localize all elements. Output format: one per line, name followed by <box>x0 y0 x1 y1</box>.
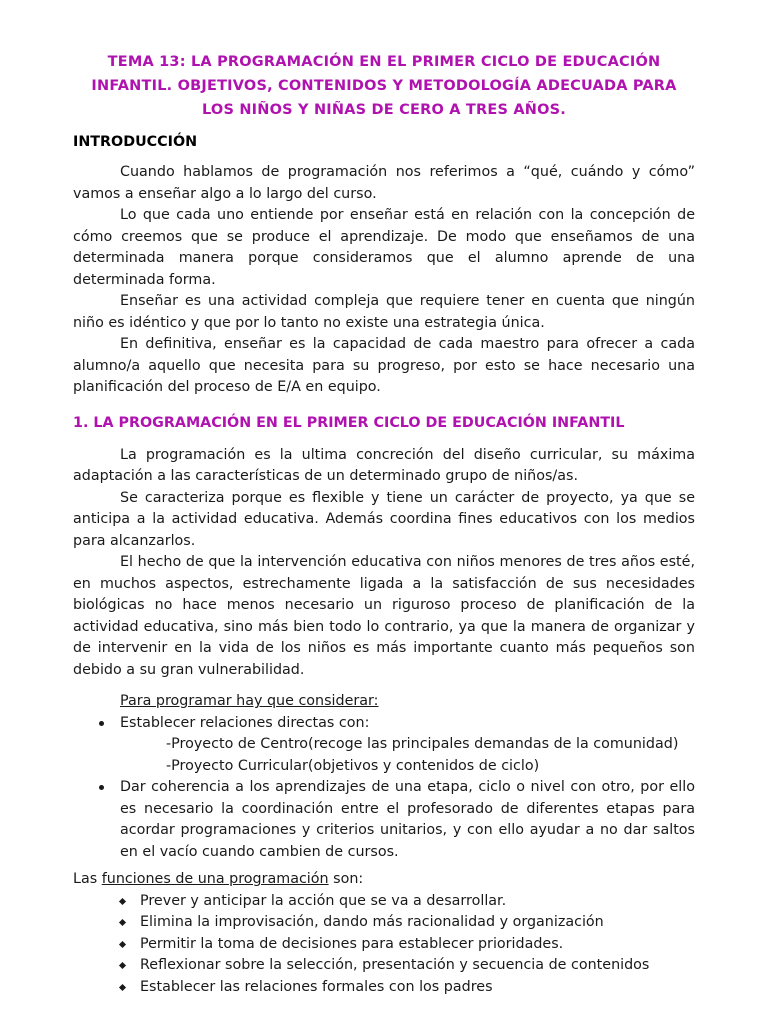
list-item <box>73 713 695 778</box>
list-item: Permitir la toma de decisiones para establecer prioridades. <box>73 934 695 956</box>
section-1-heading: 1. LA PROGRAMACIÓN EN EL PRIMER CICLO DE EDUCACIÓN INFANTIL <box>73 414 625 431</box>
intro-paragraph: En definitiva, enseñar es la capacidad de cada maestro para ofrecer a cada alumno/a aquello que necesita para su progreso, por esto se hace necesario una planificación del proceso de E/A en equipo. <box>73 336 695 395</box>
intro-heading: INTRODUCCIÓN <box>73 134 198 150</box>
section-1-body <box>73 445 695 682</box>
functions-intro <box>73 869 695 891</box>
intro-body <box>73 162 695 399</box>
functions-underlined: funciones de una programación <box>101 871 329 887</box>
title-line-2: INFANTIL. OBJETIVOS, CONTENIDOS Y METODOLOGÍA ADECUADA PARA <box>91 78 677 94</box>
intro-paragraph: Cuando hablamos de programación nos referimos a “qué, cuándo y cómo” vamos a enseñar algo a lo largo del curso. <box>73 164 695 202</box>
title-line-3: LOS NIÑOS Y NIÑAS DE CERO A TRES AÑOS. <box>202 102 566 118</box>
list-item: Dar coherencia a los aprendizajes de una etapa, ciclo o nivel con otro, por ello es necesario la coordinación entre el profesorado de diferentes etapas para acordar programaciones y criterios unitarios, y con ello ayudar a no dar saltos en el vacío cuando cambien de cursos. <box>73 777 695 863</box>
document-title <box>63 50 705 122</box>
functions-suffix: son: <box>328 871 364 887</box>
sub-item: -Proyecto de Centro(recoge las principales demandas de la comunidad) <box>166 736 679 752</box>
intro-paragraph: Lo que cada uno entiende por enseñar está en relación con la concepción de cómo creemos que se produce el aprendizaje. De modo que enseñamos de una determinada manera porque consideramos que el alumno aprende de una determinada forma. <box>73 207 695 288</box>
section-1-paragraph: Se caracteriza porque es flexible y tiene un carácter de proyecto, ya que se anticipa a la actividad educativa. Además coordina fines educativos con los medios para alcanzarlos. <box>73 489 695 549</box>
functions-list <box>73 891 695 999</box>
consider-label: Para programar hay que considerar: <box>120 693 379 709</box>
list-item: Establecer las relaciones formales con los padres <box>73 977 695 999</box>
consider-list <box>73 713 695 864</box>
list-item: Prever y anticipar la acción que se va a desarrollar. <box>73 891 695 913</box>
section-1-paragraph: La programación es la ultima concreción del diseño curricular, su máxima adaptación a las características de un determinado grupo de niños/as. <box>73 446 695 484</box>
functions-prefix: Las <box>73 871 102 887</box>
list-item: Elimina la improvisación, dando más racionalidad y organización <box>73 912 695 934</box>
bullet-text: Establecer relaciones directas con: <box>120 714 370 731</box>
title-line-1: TEMA 13: LA PROGRAMACIÓN EN EL PRIMER CICLO DE EDUCACIÓN <box>107 54 661 70</box>
sub-item: -Proyecto Curricular(objetivos y contenidos de ciclo) <box>166 757 540 774</box>
list-item: Reflexionar sobre la selección, presentación y secuencia de contenidos <box>73 955 695 977</box>
intro-paragraph: Enseñar es una actividad compleja que requiere tener en cuenta que ningún niño es idéntico y que por lo tanto no existe una estrategia única. <box>73 293 695 331</box>
section-1-paragraph: El hecho de que la intervención educativa con niños menores de tres años esté, en muchos aspectos, estrechamente ligada a la satisfacción de sus necesidades biológicas no hace menos necesario un riguroso proceso de planificación de la actividad educativa, sino más bien todo lo contrario, ya que la manera de organizar y de intervenir en la vida de los niños es más importante cuanto más pequeños son debido a su gran vulnerabilidad. <box>73 554 695 678</box>
